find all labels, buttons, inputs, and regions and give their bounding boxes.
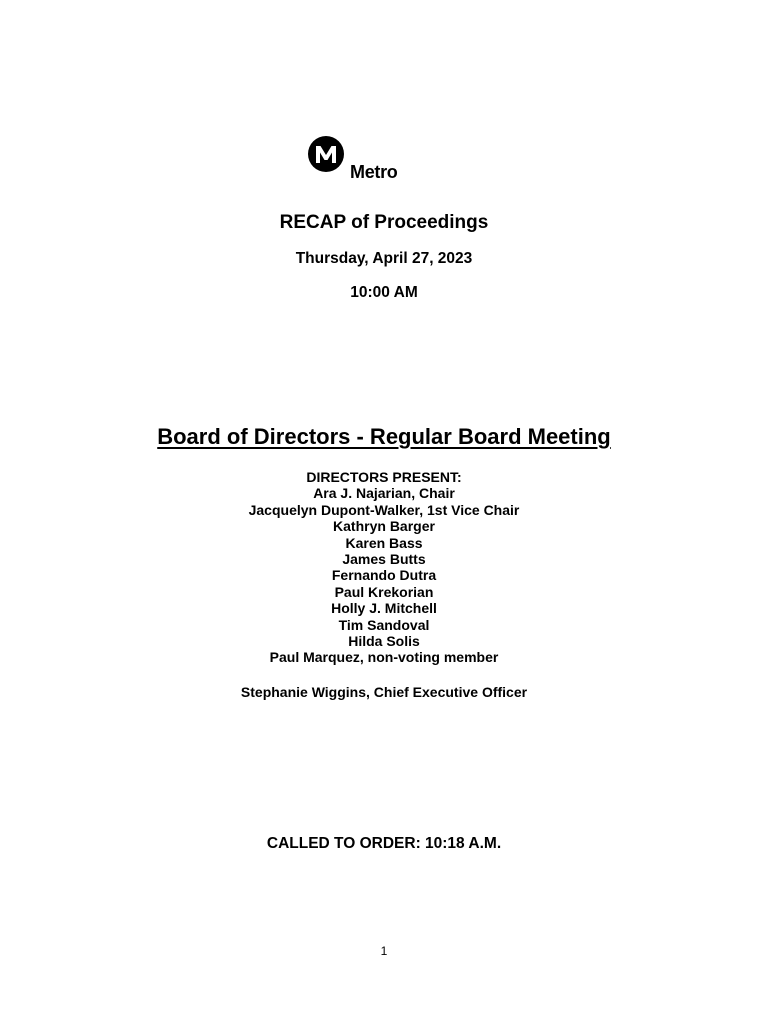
- document-title: RECAP of Proceedings: [279, 212, 489, 233]
- director-name: Kathryn Barger: [333, 518, 435, 535]
- director-name: James Butts: [342, 551, 426, 568]
- metro-logo: [308, 136, 418, 186]
- director-name: Hilda Solis: [348, 633, 420, 650]
- meeting-date: Thursday, April 27, 2023: [295, 250, 473, 267]
- director-name: Ara J. Najarian, Chair: [313, 485, 455, 502]
- metro-m-icon: [308, 136, 344, 172]
- director-name: Tim Sandoval: [338, 616, 430, 633]
- page-number: 1: [380, 944, 388, 958]
- ceo-line: Stephanie Wiggins, Chief Executive Officer: [240, 684, 528, 700]
- director-name: Karen Bass: [345, 534, 423, 551]
- director-name: Jacquelyn Dupont-Walker, 1st Vice Chair: [248, 501, 520, 518]
- directors-heading: DIRECTORS PRESENT:: [306, 469, 462, 485]
- logo-text: Metro: [350, 162, 398, 182]
- director-name: Paul Marquez, non-voting member: [269, 649, 499, 666]
- meeting-name: Board of Directors - Regular Board Meeting: [157, 424, 611, 449]
- director-name: Fernando Dutra: [331, 567, 437, 584]
- directors-present-list: [0, 469, 768, 666]
- called-to-order: CALLED TO ORDER: 10:18 A.M.: [266, 835, 502, 852]
- meeting-time: 10:00 AM: [350, 284, 418, 301]
- director-name: Holly J. Mitchell: [331, 600, 437, 617]
- director-name: Paul Krekorian: [334, 583, 434, 600]
